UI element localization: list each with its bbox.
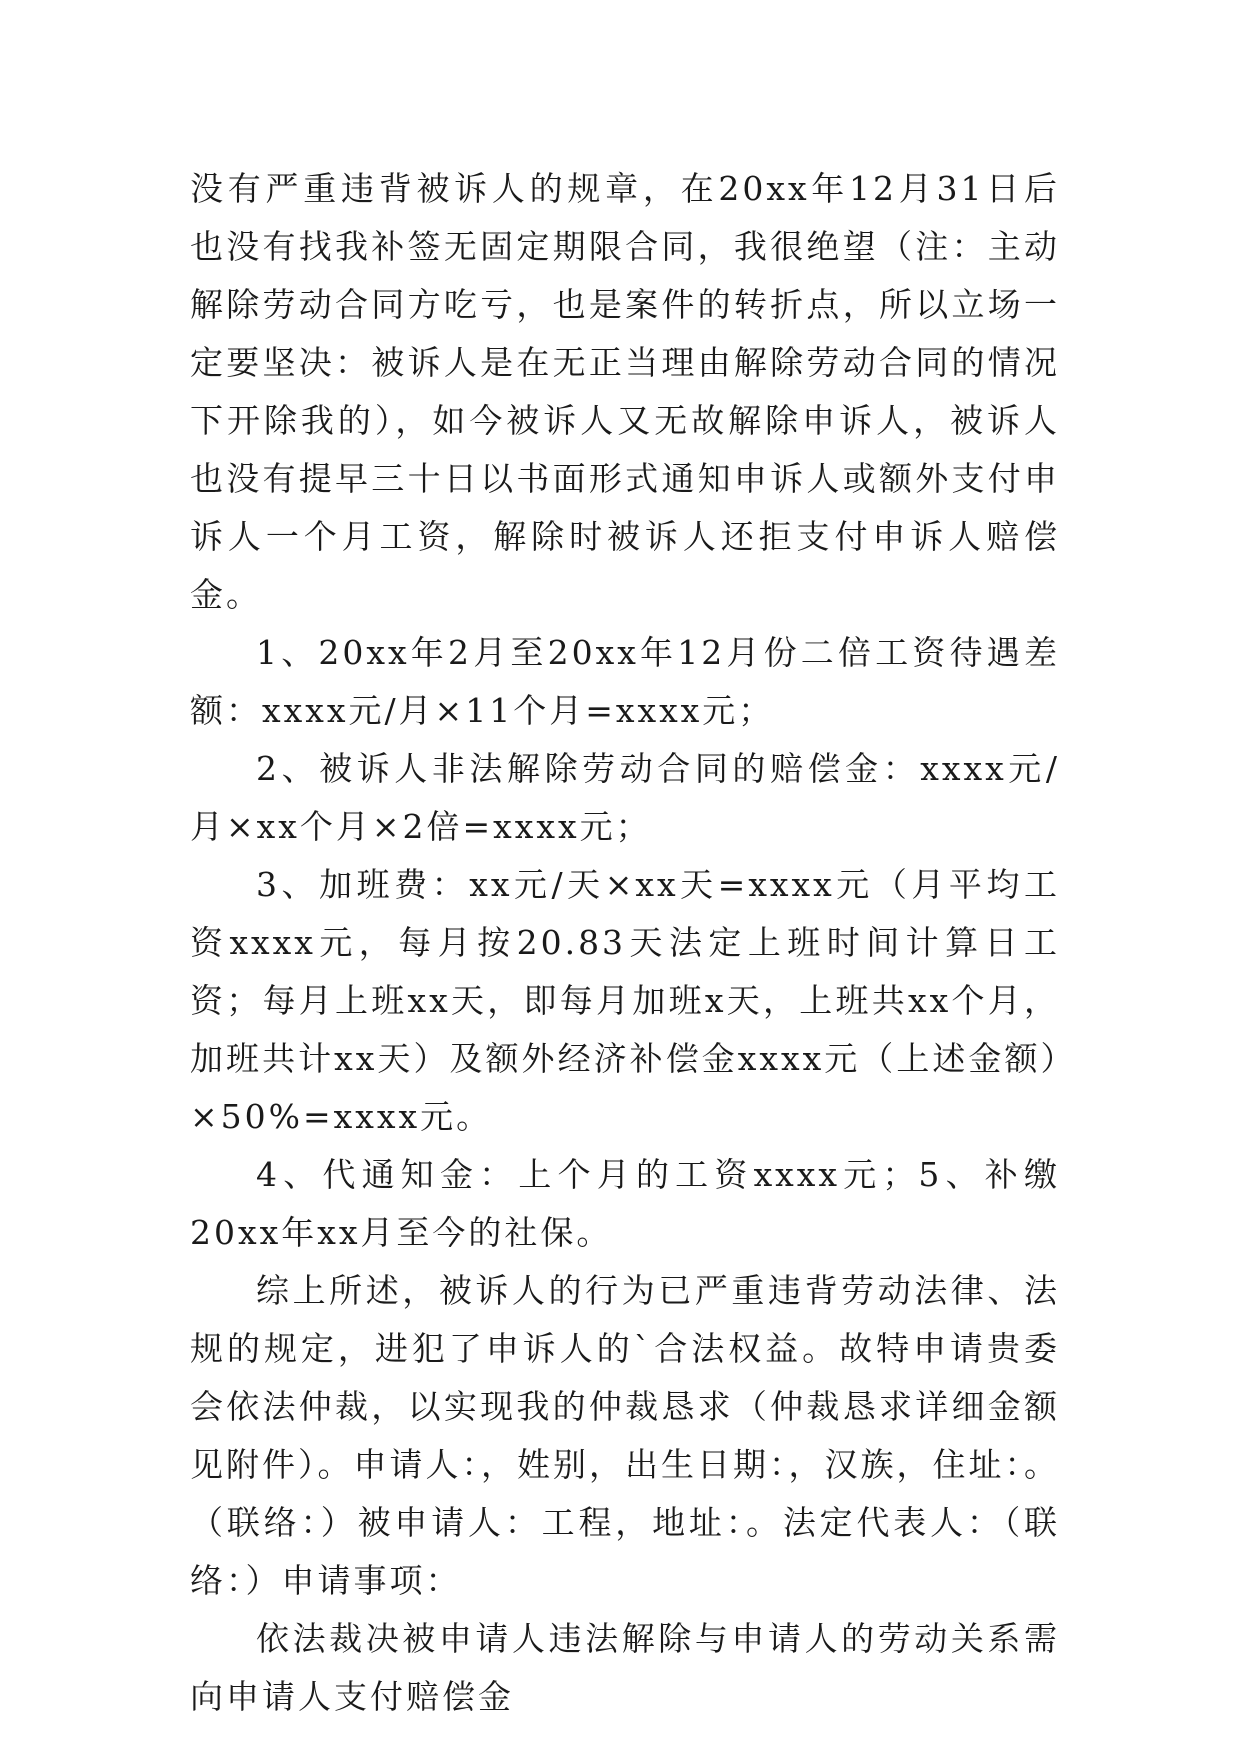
- paragraph-4: 3、加班费：xx元/天×xx天=xxxx元（月平均工资xxxx元，每月按20.83天法定上班时间计算日工资；每月上班xx天，即每月加班x天，上班共xx个月，加班共计xx天）及额外经济补偿金xxxx元（上述金额）×50%=xxxx元。: [190, 865, 1060, 1136]
- paragraph-3: 2、被诉人非法解除劳动合同的赔偿金：xxxx元/月×xx个月×2倍=xxxx元；: [190, 749, 1060, 846]
- paragraph-6: 综上所述，被诉人的行为已严重违背劳动法律、法规的规定，进犯了申诉人的`合法权益。故特申请贵委会依法仲裁，以实现我的仲裁恳求（仲裁恳求详细金额见附件）。申请人：，姓别，出生日期：，汉族，住址：。（联络：）被申请人：工程，地址：。法定代表人：（联络：）申请事项：: [190, 1271, 1060, 1600]
- paragraph-1: 没有严重违背被诉人的规章，在20xx年12月31日后也没有找我补签无固定期限合同，我很绝望（注：主动解除劳动合同方吃亏，也是案件的转折点，所以立场一定要坚决：被诉人是在无正当理由解除劳动合同的情况下开除我的），如今被诉人又无故解除申诉人，被诉人也没有提早三十日以书面形式通知申诉人或额外支付申诉人一个月工资，解除时被诉人还拒支付申诉人赔偿金。: [190, 169, 1060, 614]
- paragraph-5: 4、代通知金：上个月的工资xxxx元；5、补缴20xx年xx月至今的社保。: [190, 1155, 1060, 1252]
- document-body: [190, 160, 1060, 1726]
- paragraph-7: 依法裁决被申请人违法解除与申请人的劳动关系需向申请人支付赔偿金: [190, 1619, 1060, 1716]
- paragraph-2: 1、20xx年2月至20xx年12月份二倍工资待遇差额：xxxx元/月×11个月=xxxx元；: [190, 633, 1060, 730]
